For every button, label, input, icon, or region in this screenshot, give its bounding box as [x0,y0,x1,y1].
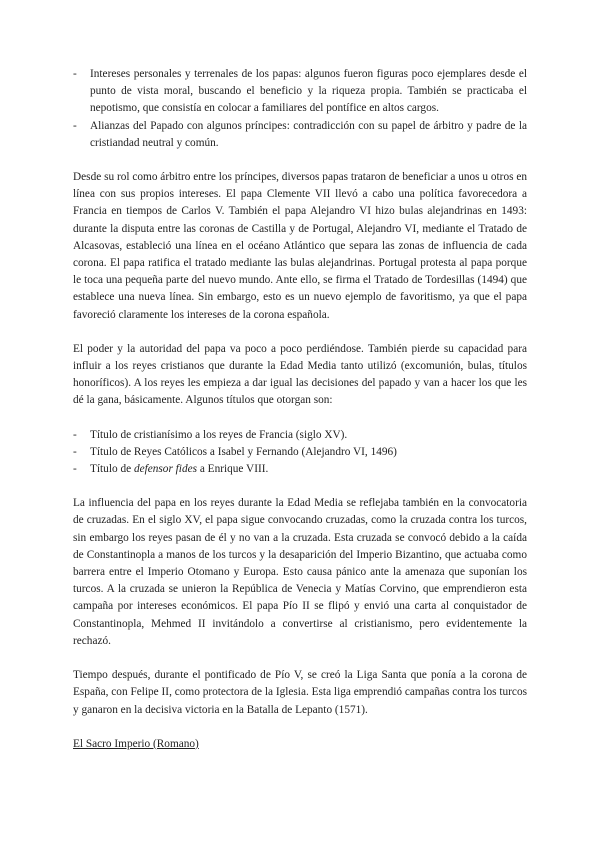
titles-list [73,427,527,479]
list-item: - Intereses personales y terrenales de los papas: algunos fueron figuras poco ejemplares desde el punto de vista moral, buscando el beneficio y la riqueza propia. También se practicaba el nepotismo, que consistía en colocar a familiares del pontífice en altos cargos. [90,66,527,118]
paragraph-holy-league: Tiempo después, durante el pontificado de Pío V, se creó la Liga Santa que ponía a la corona de España, con Felipe II, como protectora de la Iglesia. Esta liga emprendió campañas contra los turcos y ganaron en la decisiva victoria en la Batalla de Lepanto (1571). [73,669,527,716]
section-heading: El Sacro Imperio (Romano) [73,737,199,750]
intro-list [73,66,527,152]
list-item-text: Título de [90,463,134,476]
list-item-italic-text: defensor fides [133,463,198,476]
paragraph-crusades: La influencia del papa en los reyes durante la Edad Media se reflejaba también en la convocatoria de cruzadas. En el siglo XV, el papa sigue convocando cruzadas, como la cruzada contra los turcos, sin embargo los reyes pasan de él y no van a la cruzada. Esta cruzada se convocó debido a la caída de Constantinopla a manos de los turcos y la desaparición del Imperio Bizantino, que actuaba como barrera entre el Imperio Otomano y Europa. Esto causa pánico ante la amenaza que suponían los turcos. A la cruzada se unieron la República de Venecia y Matías Corvino, que emprendieron esta campaña por intereses económicos. El papa Pío II se flipó y envió una carta al conquistador de Constantinopla, Mehmed II invitándolo a convertirse al cristianismo, pero evidentemente la rechazó. [73,497,527,647]
paragraph-papal-favoritism: Desde su rol como árbitro entre los príncipes, diversos papas trataron de beneficiar a unos u otros en línea con sus propios intereses. El papa Clemente VII llevó a cabo una política favorecedora a Francia en tiempos de Carlos V. También el papa Alejandro VI hizo bulas alejandrinas en 1493: durante la disputa entre las coronas de Castilla y de Portugal, Alejandro VI, mediante el Tratado de Alcasovas, estableció una línea en el océano Atlántico que separa las zonas de influencia de cada corona. El papa ratifica el tratado mediante las bulas alejandrinas. Portugal protesta al papa porque le toca una pequeña parte del nuevo mundo. Ante ello, se firma el Tratado de Tordesillas (1494) que establece una nueva línea. Sin embargo, esto es un nuevo ejemplo de favoritismo, ya que el papa favoreció claramente los intereses de la corona española. [73,171,527,321]
list-item: - Título de cristianísimo a los reyes de Francia (siglo XV). [90,427,527,444]
paragraph-papal-authority: El poder y la autoridad del papa va poco a poco perdiéndose. También pierde su capacidad para influir a los reyes cristianos que durante la Edad Media tanto utilizó (excomunión, bulas, títulos honoríficos). A los reyes les empieza a dar igual las decisiones del papado y van a hacer los que les dé la gana, básicamente. Algunos títulos que otorgan son: [73,342,527,407]
list-item [90,461,527,478]
list-item: - Alianzas del Papado con algunos príncipes: contradicción con su papel de árbitro y padre de la cristiandad neutral y común. [90,118,527,152]
list-item: - Título de Reyes Católicos a Isabel y Fernando (Alejandro VI, 1496) [90,444,527,461]
document-page [73,66,527,753]
list-item-text: a Enrique VIII. [197,463,269,476]
